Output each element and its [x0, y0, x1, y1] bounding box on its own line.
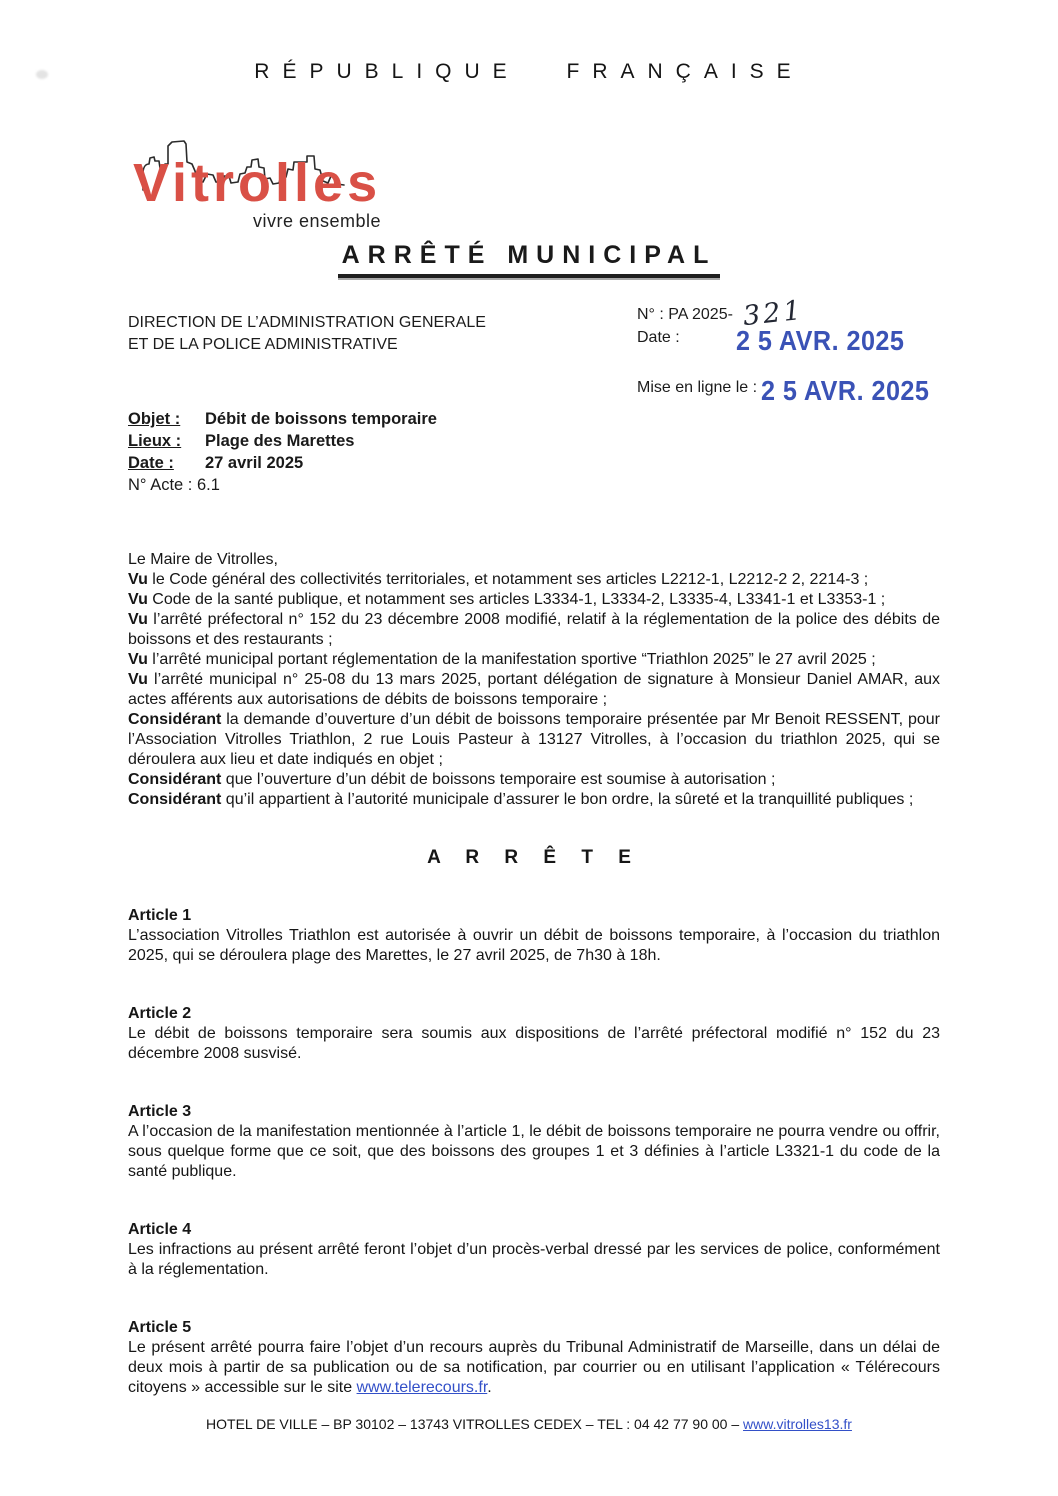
- recital-lead: Vu: [128, 611, 148, 628]
- recital-lead: Considérant: [128, 791, 222, 808]
- subject-block: [128, 408, 437, 496]
- article-4-text: Les infractions au présent arrêté feront l’objet d’un procès-verbal dressé par les services de police, conformément à la réglementation.: [128, 1241, 940, 1278]
- recital-considerant-3: [128, 790, 940, 810]
- mise-en-ligne-label: Mise en ligne le :: [637, 379, 758, 396]
- direction-line-1: DIRECTION DE L’ADMINISTRATION GENERALE: [128, 314, 486, 331]
- mise-en-ligne-stamp: 2 5 AVR. 2025: [761, 375, 930, 406]
- recital-text: Code de la santé publique, et notamment ses articles L3334-1, L3334-2, L3335-4, L3341-1 et L3353-1 ;: [147, 591, 886, 608]
- article-2-text: Le débit de boissons temporaire sera soumis aux dispositions de l’arrêté préfectoral modifié n° 152 du 23 décembre 2008 susvisé.: [128, 1025, 940, 1062]
- article-1-heading: Article 1: [128, 907, 192, 924]
- article-3-heading: Article 3: [128, 1103, 192, 1120]
- recital-lead: Vu: [128, 651, 148, 668]
- recital-lead: Vu: [128, 591, 148, 608]
- recital-text: l’arrêté préfectoral n° 152 du 23 décembre 2008 modifié, relatif à la réglementation de la police des débits de boissons et des restaurants ;: [128, 611, 940, 648]
- article-1-text: L’association Vitrolles Triathlon est autorisée à ouvrir un débit de boissons temporaire, à l’occasion du triathlon 2025, qui se déroulera plage des Marettes, le 27 avril 2025, de 7h30 à 18h.: [128, 927, 940, 964]
- article-4-heading: Article 4: [128, 1221, 192, 1238]
- arrete-heading: A R R Ê T E: [427, 847, 641, 868]
- objet-label: Objet :: [128, 410, 181, 428]
- meta-block: [637, 294, 948, 407]
- recital-lead: Vu: [128, 571, 148, 588]
- vitrolles-logo: [133, 120, 423, 235]
- recital-vu-4: [128, 650, 940, 670]
- article-3-text: A l’occasion de la manifestation mentionnée à l’article 1, le débit de boissons temporaire ne pourra vendre ou offrir, sous quelque forme que ce soit, que des boissons des groupes 1 et 3 définies à l’article L3321-1 du code de la santé publique.: [128, 1123, 940, 1180]
- article-3: [128, 1102, 940, 1182]
- direction-line-2: ET DE LA POLICE ADMINISTRATIVE: [128, 336, 398, 353]
- recital-vu-2: [128, 590, 940, 610]
- recital-text: que l’ouverture d’un débit de boissons temporaire est soumise à autorisation ;: [221, 771, 776, 788]
- acte-line: N° Acte : 6.1: [128, 476, 220, 494]
- article-1: [128, 906, 940, 966]
- page-footer: [0, 1416, 1058, 1432]
- salutation: Le Maire de Vitrolles,: [128, 551, 278, 568]
- subject-date-value: 27 avril 2025: [205, 454, 304, 472]
- recital-text: l’arrêté municipal n° 25-08 du 13 mars 2025, portant délégation de signature à Monsieur Daniel AMAR, aux actes afférents aux autorisations de débits de boissons temporaire ;: [128, 671, 940, 708]
- document-title: ARRÊTÉ MUNICIPAL: [338, 241, 721, 278]
- numero-handwritten: 321: [741, 294, 805, 333]
- subject-date-row: [128, 452, 437, 474]
- direction-block: [128, 312, 486, 356]
- article-5-heading: Article 5: [128, 1319, 192, 1336]
- article-5-text-before: Le présent arrêté pourra faire l’objet d’un recours auprès du Tribunal Administratif de Marseille, dans un délai de deux mois à partir de sa publication ou de sa notification, par courrier ou en utilisant l’application « Télérecours citoyens » accessible sur le site: [128, 1339, 940, 1396]
- footer-website-link[interactable]: www.vitrolles13.fr: [743, 1416, 852, 1432]
- date-row: [637, 325, 948, 357]
- telerecours-link[interactable]: www.telerecours.fr: [356, 1379, 488, 1396]
- recital-text: qu’il appartient à l’autorité municipale d’assurer le bon ordre, la sûreté et la tranquillité publiques ;: [221, 791, 914, 808]
- article-5-text-after: .: [487, 1379, 492, 1396]
- recital-considerant-1: [128, 710, 940, 770]
- recital-text: le Code général des collectivités territoriales, et notamment ses articles L2212-1, L2212-2 2, 2214-3 ;: [147, 571, 869, 588]
- republic-header: RÉPUBLIQUE FRANÇAISE: [254, 60, 804, 83]
- subject-date-label: Date :: [128, 454, 174, 472]
- lieux-row: [128, 430, 437, 452]
- recital-lead: Vu: [128, 671, 148, 688]
- lieux-value: Plage des Marettes: [205, 432, 355, 450]
- acte-row: [128, 474, 437, 496]
- recital-vu-3: [128, 610, 940, 650]
- objet-value: Débit de boissons temporaire: [205, 410, 437, 428]
- recital-text: la demande d’ouverture d’un débit de boissons temporaire présentée par Mr Benoit RESSENT, pour l’Association Vitrolles Triathlon, 2 rue Louis Pasteur à 13127 Vitrolles, à l’occasion du triathlon 2025, qui se déroulera aux lieu et date indiqués en objet ;: [128, 711, 940, 768]
- article-2: [128, 1004, 940, 1064]
- document-body: [128, 550, 940, 1398]
- recital-lead: Considérant: [128, 771, 222, 788]
- article-4: [128, 1220, 940, 1280]
- numero-label: N° : PA 2025-: [637, 306, 733, 323]
- recital-text: l’arrêté municipal portant réglementation de la manifestation sportive “Triathlon 2025” le 27 avril 2025 ;: [147, 651, 876, 668]
- footer-text: HOTEL DE VILLE – BP 30102 – 13743 VITROLLES CEDEX – TEL : 04 42 77 90 00 –: [206, 1416, 744, 1432]
- article-5-text: [128, 1338, 940, 1398]
- recital-lead: Considérant: [128, 711, 222, 728]
- lieux-label: Lieux :: [128, 432, 182, 450]
- recital-considerant-2: [128, 770, 940, 790]
- recital-vu-5: [128, 670, 940, 710]
- logo-wordmark: Vitrolles: [133, 153, 382, 213]
- logo-tagline: vivre ensemble: [253, 211, 382, 231]
- date-stamp: 2 5 AVR. 2025: [735, 325, 905, 356]
- article-2-heading: Article 2: [128, 1005, 192, 1022]
- date-label: Date :: [637, 329, 680, 346]
- title-row: [0, 241, 1058, 278]
- objet-row: [128, 408, 437, 430]
- online-row: [637, 375, 948, 407]
- article-5: [128, 1318, 940, 1398]
- recital-vu-1: [128, 570, 940, 590]
